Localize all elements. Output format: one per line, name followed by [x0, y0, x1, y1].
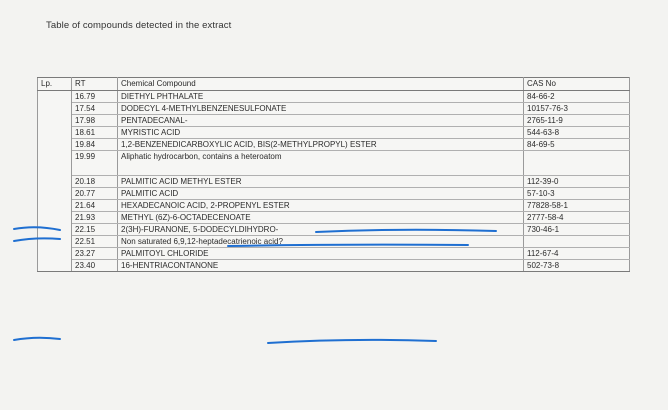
cell-rt: 20.77 [72, 188, 118, 200]
cell-lp [38, 224, 72, 236]
cell-rt: 23.27 [72, 248, 118, 260]
cell-compound: 1,2-BENZENEDICARBOXYLIC ACID, BIS(2-METHYLPROPYL) ESTER [118, 139, 524, 151]
cell-cas: 112-39-0 [524, 176, 630, 188]
cell-lp [38, 212, 72, 224]
header-lp: Lp. [38, 78, 72, 91]
cell-cas [524, 151, 630, 176]
cell-lp [38, 200, 72, 212]
cell-cas: 2777-58-4 [524, 212, 630, 224]
cell-cas: 730-46-1 [524, 224, 630, 236]
cell-lp [38, 176, 72, 188]
table-header-row [38, 78, 630, 91]
table-row [38, 115, 630, 127]
cell-compound: PALMITIC ACID [118, 188, 524, 200]
table-row [38, 139, 630, 151]
cell-cas: 502-73-8 [524, 260, 630, 272]
table-row [38, 200, 630, 212]
cell-rt: 22.15 [72, 224, 118, 236]
cell-compound: DIETHYL PHTHALATE [118, 91, 524, 103]
table-row [38, 248, 630, 260]
table-row [38, 188, 630, 200]
cell-compound: MYRISTIC ACID [118, 127, 524, 139]
table-row [38, 91, 630, 103]
cell-lp [38, 91, 72, 103]
cell-compound: Aliphatic hydrocarbon, contains a heteroatom [118, 151, 524, 176]
cell-lp [38, 127, 72, 139]
cell-lp [38, 139, 72, 151]
cell-lp [38, 103, 72, 115]
cell-compound: HEXADECANOIC ACID, 2-PROPENYL ESTER [118, 200, 524, 212]
cell-rt: 18.61 [72, 127, 118, 139]
cell-compound: PALMITIC ACID METHYL ESTER [118, 176, 524, 188]
cell-compound: 2(3H)-FURANONE, 5-DODECYLDIHYDRO- [118, 224, 524, 236]
header-cas: CAS No [524, 78, 630, 91]
cell-lp [38, 188, 72, 200]
cell-rt: 16.79 [72, 91, 118, 103]
cell-rt: 21.64 [72, 200, 118, 212]
left-dash-3 [14, 338, 60, 340]
table-row [38, 151, 630, 176]
cell-lp [38, 248, 72, 260]
cell-compound: Non saturated 6,9,12-heptadecatrienoic acid? [118, 236, 524, 248]
cell-lp [38, 115, 72, 127]
cell-compound: DODECYL 4-METHYLBENZENESULFONATE [118, 103, 524, 115]
cell-rt: 19.99 [72, 151, 118, 176]
cell-compound: METHYL (6Z)-6-OCTADECENOATE [118, 212, 524, 224]
cell-rt: 23.40 [72, 260, 118, 272]
table-row [38, 224, 630, 236]
cell-cas: 2765-11-9 [524, 115, 630, 127]
table-row [38, 236, 630, 248]
cell-cas: 77828-58-1 [524, 200, 630, 212]
table-row [38, 103, 630, 115]
cell-cas: 544-63-8 [524, 127, 630, 139]
compounds-table-container [37, 77, 629, 272]
cell-lp [38, 236, 72, 248]
cell-cas [524, 236, 630, 248]
compounds-table [37, 77, 630, 272]
cell-rt: 17.98 [72, 115, 118, 127]
cell-lp [38, 260, 72, 272]
table-row [38, 212, 630, 224]
table-row [38, 260, 630, 272]
cell-cas: 112-67-4 [524, 248, 630, 260]
cell-lp [38, 151, 72, 176]
cell-compound: 16-HENTRIACONTANONE [118, 260, 524, 272]
underline-3 [268, 340, 436, 343]
page-title: Table of compounds detected in the extract [46, 20, 232, 31]
table-row [38, 176, 630, 188]
cell-cas: 84-66-2 [524, 91, 630, 103]
cell-cas: 10157-76-3 [524, 103, 630, 115]
cell-rt: 22.51 [72, 236, 118, 248]
table-row [38, 127, 630, 139]
header-compound: Chemical Compound [118, 78, 524, 91]
cell-rt: 17.54 [72, 103, 118, 115]
cell-rt: 21.93 [72, 212, 118, 224]
cell-cas: 84-69-5 [524, 139, 630, 151]
cell-compound: PALMITOYL CHLORIDE [118, 248, 524, 260]
cell-rt: 19.84 [72, 139, 118, 151]
cell-compound: PENTADECANAL- [118, 115, 524, 127]
cell-rt: 20.18 [72, 176, 118, 188]
header-rt: RT [72, 78, 118, 91]
cell-cas: 57-10-3 [524, 188, 630, 200]
